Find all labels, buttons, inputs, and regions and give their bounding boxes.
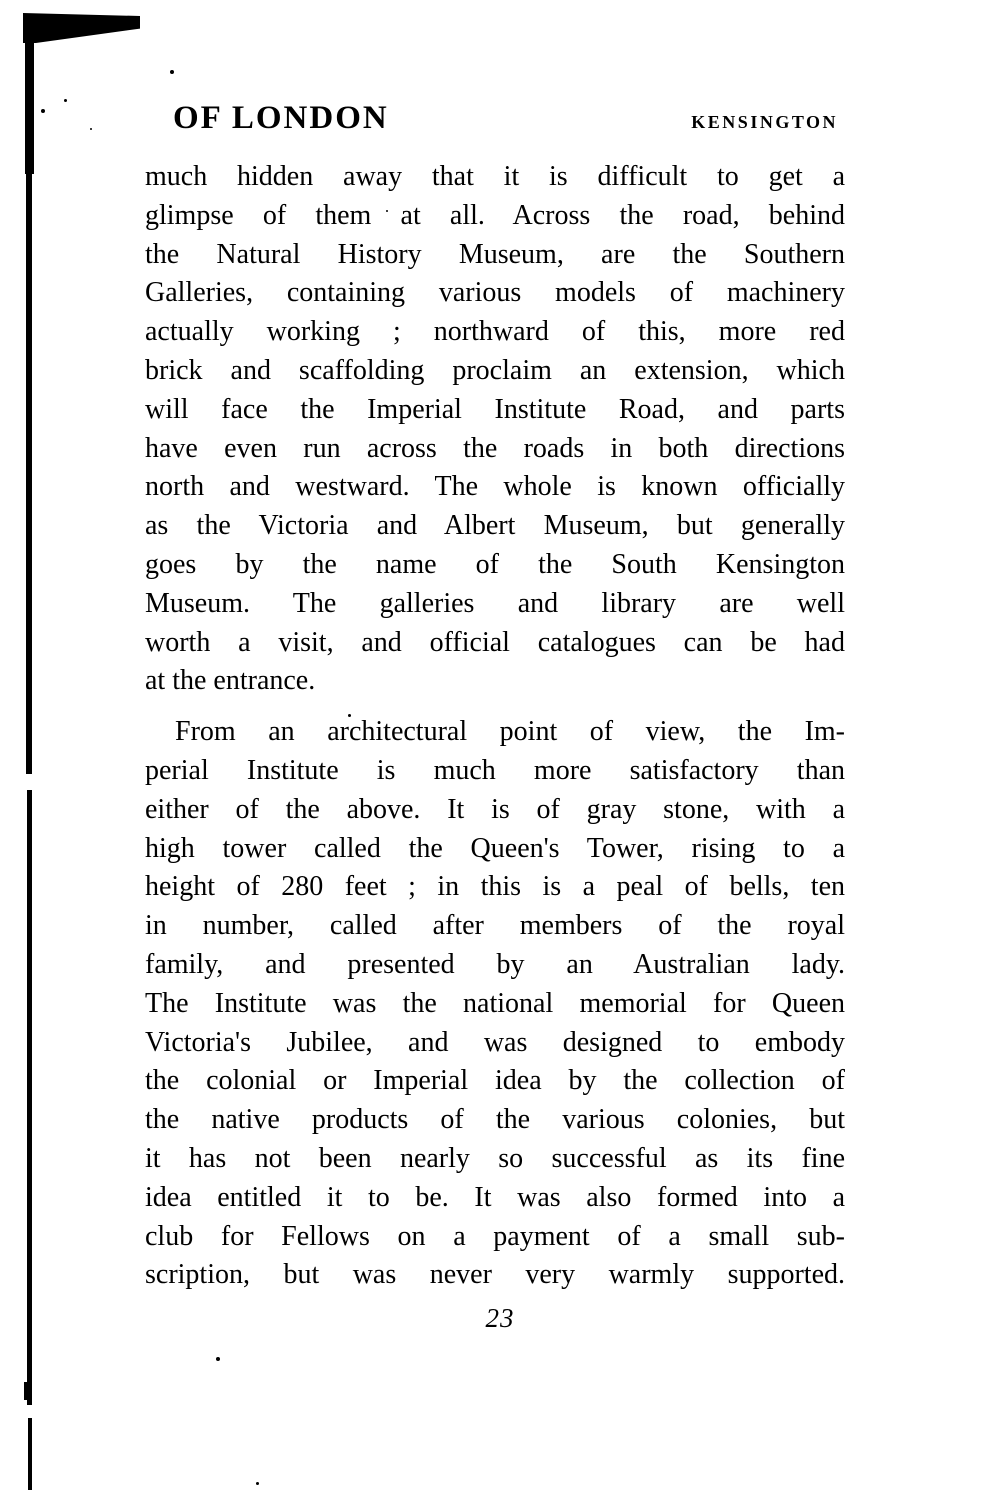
text-line: idea entitled it to be. It was also formed into a bbox=[145, 1181, 845, 1213]
spine-line-segment bbox=[26, 174, 32, 774]
text-line: height of 280 feet ; in this is a peal of bells, ten bbox=[145, 871, 845, 903]
text-line: perial Institute is much more satisfactory than bbox=[145, 754, 845, 786]
text-line: in number, called after members of the royal bbox=[145, 910, 845, 942]
text-line: Museum. The galleries and library are well bbox=[145, 587, 845, 619]
text-line: either of the above. It is of gray stone, with a bbox=[145, 793, 845, 825]
text-line: scription, but was never very warmly supported. bbox=[145, 1259, 845, 1291]
scan-corner-artifact bbox=[23, 13, 140, 43]
text-line: family, and presented by an Australian lady. bbox=[145, 948, 845, 980]
running-head-section: KENSINGTON bbox=[691, 112, 838, 132]
text-line: north and westward. The whole is known officially bbox=[145, 471, 845, 503]
ink-speck bbox=[41, 109, 45, 113]
text-line: the Natural History Museum, are the Southern bbox=[145, 238, 845, 270]
ink-speck bbox=[64, 99, 67, 102]
spine-line-segment bbox=[28, 1418, 32, 1490]
ink-speck bbox=[216, 1357, 220, 1361]
spine-line-segment bbox=[24, 1382, 32, 1400]
text-line: will face the Imperial Institute Road, and parts bbox=[145, 393, 845, 425]
text-line: the native products of the various colonies, but bbox=[145, 1104, 845, 1136]
text-line: worth a visit, and official catalogues can be had bbox=[145, 626, 845, 658]
ink-speck bbox=[170, 70, 174, 74]
text-line: much hidden away that it is difficult to get a bbox=[145, 161, 845, 192]
text-line: as the Victoria and Albert Museum, but generally bbox=[145, 510, 845, 542]
text-line: From an architectural point of view, the Im- bbox=[175, 716, 845, 748]
text-line: brick and scaffolding proclaim an extension, which bbox=[145, 354, 845, 386]
text-line: high tower called the Queen's Tower, rising to a bbox=[145, 832, 845, 864]
text-line: have even run across the roads in both directions bbox=[145, 432, 845, 464]
text-line: glimpse of them at all. Across the road, behind bbox=[145, 199, 845, 231]
page-number: 23 bbox=[485, 1303, 515, 1333]
page-text-block bbox=[145, 158, 845, 1295]
running-head bbox=[145, 100, 838, 137]
text-line: it has not been nearly so successful as its fine bbox=[145, 1142, 845, 1174]
text-line: club for Fellows on a payment of a small sub- bbox=[145, 1220, 845, 1252]
text-line: The Institute was the national memorial for Queen bbox=[145, 987, 845, 1019]
text-line: actually working ; northward of this, more red bbox=[145, 316, 845, 348]
text-line: the colonial or Imperial idea by the collection of bbox=[145, 1065, 845, 1097]
spine-line-segment bbox=[25, 14, 34, 174]
paragraph bbox=[145, 713, 845, 1295]
text-line: at the entrance. bbox=[145, 665, 316, 697]
text-line: goes by the name of the South Kensington bbox=[145, 548, 845, 580]
ink-speck bbox=[256, 1482, 259, 1485]
text-line: Victoria's Jubilee, and was designed to embody bbox=[145, 1026, 845, 1058]
ink-speck bbox=[90, 128, 92, 130]
text-line: Galleries, containing various models of machinery bbox=[145, 277, 845, 309]
running-head-title: OF LONDON bbox=[173, 100, 389, 136]
paragraph bbox=[145, 158, 845, 701]
